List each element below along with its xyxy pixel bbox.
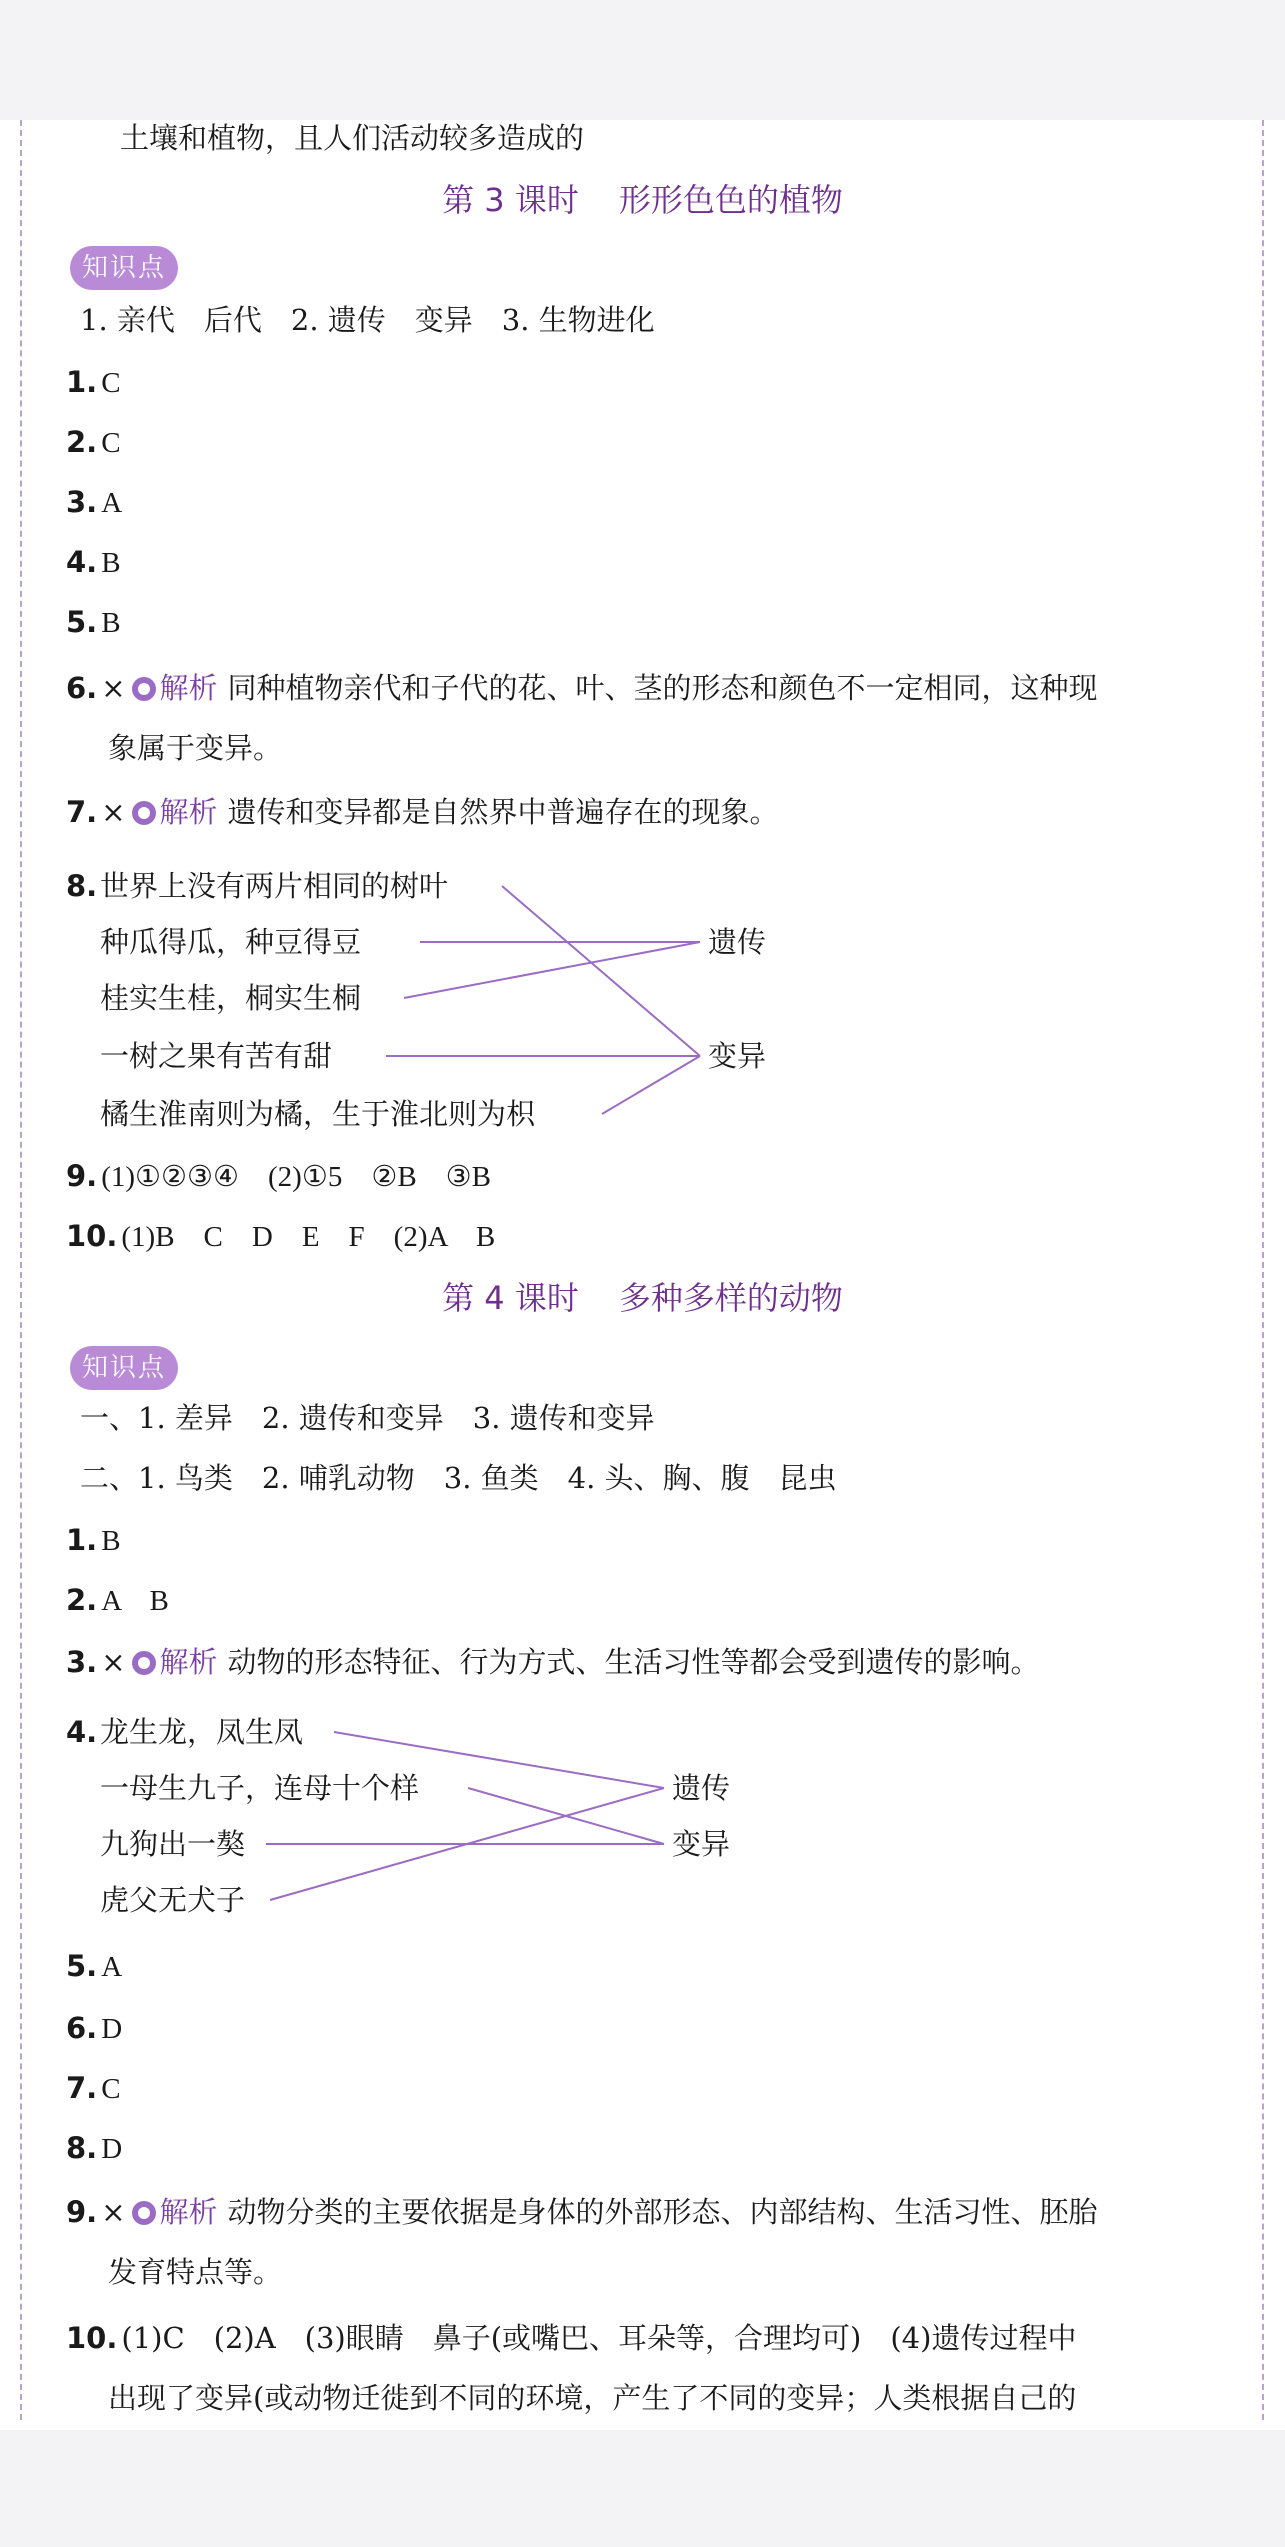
match-line xyxy=(404,942,700,998)
l3-q8-right-2: 变异 xyxy=(708,1039,767,1073)
match-line xyxy=(602,1056,700,1114)
l3-answer-6: 6. × 解析 同种植物亲代和子代的花、叶、茎的形态和颜色不一定相同，这种现 xyxy=(66,671,1098,705)
l4-q4-left-2: 一母生九子，连母十个样 xyxy=(100,1771,420,1805)
knowledge-badge: 知识点 xyxy=(70,246,178,290)
l4-q4-right-2: 变异 xyxy=(672,1827,731,1861)
lesson4-title-name: 多种多样的动物 xyxy=(618,1279,843,1317)
l3-answer-5: 5. B xyxy=(66,605,121,639)
l4-answer-8: 8. D xyxy=(66,2131,123,2165)
l4-q4-left-4: 虎父无犬子 xyxy=(100,1883,246,1917)
l4-answer-6: 6. D xyxy=(66,2011,123,2045)
l4-answer-10: 10. (1)C (2)A (3)眼睛 鼻子(或嘴巴、耳朵等，合理均可) (4)遗传过程中 xyxy=(66,2321,1077,2355)
l3-answer-7: 7. × 解析 遗传和变异都是自然界中普遍存在的现象。 xyxy=(66,795,779,829)
l3-answer-2: 2. C xyxy=(66,425,121,459)
l3-answer-6-cont: 象属于变异。 xyxy=(108,731,283,765)
knowledge-badge: 知识点 xyxy=(70,1346,178,1390)
l4-answer-7: 7. C xyxy=(66,2071,121,2105)
l3-q8-left-2: 种瓜得瓜，种豆得豆 xyxy=(100,925,362,959)
lesson3-title-num: 第 3 课时 xyxy=(442,181,579,219)
l4-answer-2: 2. A B xyxy=(66,1583,169,1617)
l4-q4-num: 4. xyxy=(66,1715,98,1749)
lesson3-match-lines xyxy=(386,886,700,1114)
l3-answer-4: 4. B xyxy=(66,545,121,579)
match-line xyxy=(502,886,700,1056)
l4-answer-1: 1. B xyxy=(66,1523,121,1557)
l4-answer-3: 3. × 解析 动物的形态特征、行为方式、生活习性等都会受到遗传的影响。 xyxy=(66,1645,1040,1679)
l3-answer-1: 1. C xyxy=(66,365,121,399)
lesson4-match-lines xyxy=(266,1732,664,1900)
lesson4-knowledge-1: 一、1. 差异 2. 遗传和变异 3. 遗传和变异 xyxy=(80,1401,655,1435)
l4-answer-9-cont: 发育特点等。 xyxy=(108,2255,283,2289)
l3-answer-10: 10. (1)B C D E F (2)A B xyxy=(66,1219,496,1253)
l4-q4-left-1: 龙生龙，凤生凤 xyxy=(100,1715,304,1749)
l3-q8-left-1: 世界上没有两片相同的树叶 xyxy=(100,869,449,903)
l4-answer-5: 5. A xyxy=(66,1949,123,1983)
lesson3-knowledge: 1. 亲代 后代 2. 遗传 变异 3. 生物进化 xyxy=(80,303,655,337)
bottom-margin xyxy=(0,2430,1285,2547)
intro-line: 土壤和植物，且人们活动较多造成的 xyxy=(120,121,585,155)
lesson4-knowledge-2: 二、1. 鸟类 2. 哺乳动物 3. 鱼类 4. 头、胸、腹 昆虫 xyxy=(80,1461,837,1495)
l3-answer-9: 9. (1)①②③④ (2)①5 ②B ③B xyxy=(66,1159,492,1193)
l3-q8-left-5: 橘生淮南则为橘，生于淮北则为枳 xyxy=(100,1097,536,1131)
l4-q4-left-3: 九狗出一獒 xyxy=(100,1827,246,1861)
l4-q4-right-1: 遗传 xyxy=(672,1771,731,1805)
match-line xyxy=(334,1732,664,1788)
l3-q8-num: 8. xyxy=(66,869,98,903)
l3-q8-right-1: 遗传 xyxy=(708,925,767,959)
l3-q8-left-3: 桂实生桂，桐实生桐 xyxy=(100,981,362,1015)
lesson4-title-num: 第 4 课时 xyxy=(442,1279,579,1317)
l3-answer-3: 3. A xyxy=(66,485,123,519)
l4-answer-10-cont: 出现了变异(或动物迁徙到不同的环境，产生了不同的变异；人类根据自己的 xyxy=(108,2381,1077,2415)
lesson3-title-name: 形形色色的植物 xyxy=(618,181,843,219)
l3-q8-left-4: 一树之果有苦有甜 xyxy=(100,1039,333,1073)
l4-answer-9: 9. × 解析 动物分类的主要依据是身体的外部形态、内部结构、生活习性、胚胎 xyxy=(66,2195,1098,2229)
